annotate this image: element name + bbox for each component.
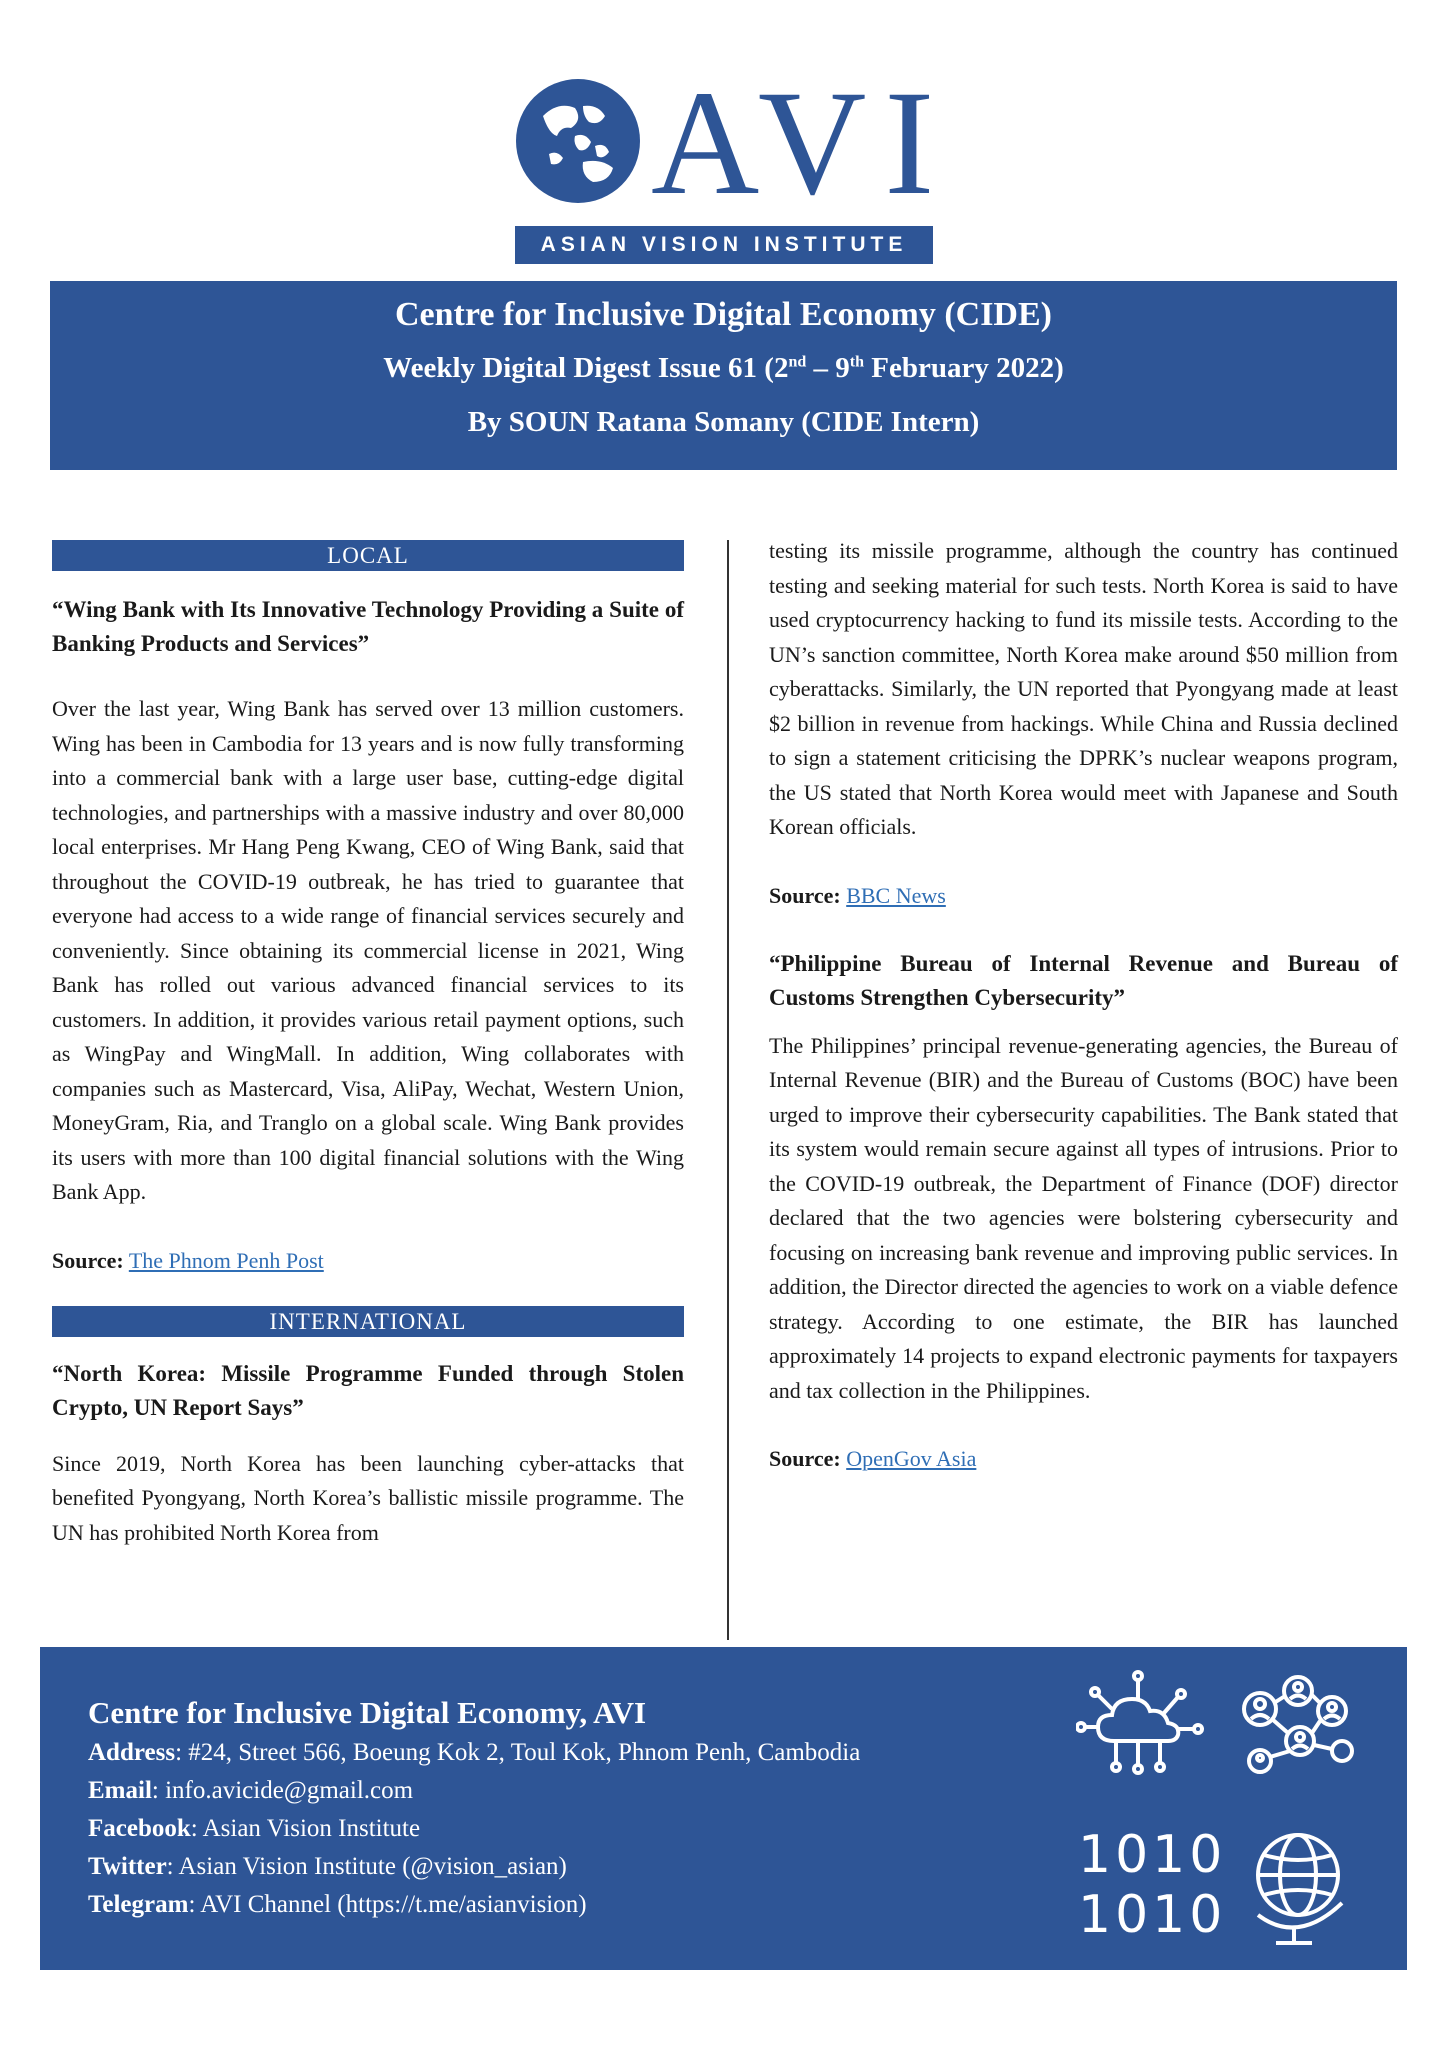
title-banner <box>50 281 1397 470</box>
footer-telegram: Telegram: AVI Channel (https://t.me/asianvision) <box>88 1891 587 1918</box>
section-local: LOCAL <box>52 540 684 571</box>
local-source: Source: The Phnom Penh Post <box>52 1247 324 1273</box>
philippines-headline: “Philippine Bureau of Internal Revenue and Bureau of Customs Strengthen Cybersecurity” <box>769 950 1398 1010</box>
right-column <box>769 540 1398 1476</box>
local-headline: “Wing Bank with Its Innovative Technology Providing a Suite of Banking Products and Services” <box>52 597 684 656</box>
footer-title: Centre for Inclusive Digital Economy, AVI <box>88 1695 647 1730</box>
footer-facebook: Facebook: Asian Vision Institute <box>88 1815 421 1842</box>
avi-logo <box>513 60 953 266</box>
footer <box>40 1647 1407 1970</box>
section-international: INTERNATIONAL <box>52 1306 684 1337</box>
footer-address: Address: #24, Street 566, Boeung Kok 2, Toul Kok, Phnom Penh, Cambodia <box>88 1739 861 1766</box>
people-network-icon <box>1230 1669 1360 1779</box>
globe-stand-icon <box>1232 1815 1362 1955</box>
logo-subtitle: ASIAN VISION INSTITUTE <box>515 226 933 264</box>
international-body-left: Since 2019, North Korea has been launching cyber-attacks that benefited Pyongyang, North Korea’s ballistic missile programme. The UN has prohibited North Korea from <box>52 1450 684 1545</box>
local-source-link[interactable]: The Phnom Penh Post <box>128 1247 324 1273</box>
local-body: Over the last year, Wing Bank has served over 13 million customers. Wing has been in Cambodia for 13 years and is now fully transforming into a commercial bank with a large user base, cutting-edge digital technologies, and partnerships with a massive industry and over 80,000 local enterprises. Mr Hang Peng Kwang, CEO of Wing Bank, said that throughout the COVID-19 outbreak, he has tried to guarantee that everyone had access to a wide range of financial services securely and conveniently. Since obtaining its commercial license in 2021, Wing Bank has rolled out various advanced financial services to its customers. In addition, it provides various retail payment options, such as WingPay and WingMall. In addition, Wing collaborates with companies such as Mastercard, Visa, AliPay, Wechat, Western Union, MoneyGram, Ria, and Tranglo on a global scale. Wing Bank provides its users with more than 100 digital financial solutions with the Wing Bank App. <box>52 696 684 1204</box>
philippines-body: The Philippines’ principal revenue-generating agencies, the Bureau of Internal Revenue (BIR) and the Bureau of Customs (BOC) have been urged to improve their cybersecurity capabilities. The Bank stated that its system would remain secure against all types of intrusions. Prior to the COVID-19 outbreak, the Department of Finance (DOF) director declared that the two agencies were bolstering cybersecurity and focusing on increasing bank revenue and improving public services. In addition, the Director directed the agencies to work on a viable defence strategy. According to one estimate, the BIR has launched approximately 14 projects to expand electronic payments for taxpayers and tax collection in the Philippines. <box>769 1032 1398 1403</box>
logo-text: AVI <box>651 60 953 226</box>
left-column <box>52 540 684 1550</box>
globe-logo-icon <box>513 76 643 206</box>
banner-title: Centre for Inclusive Digital Economy (CIDE) <box>395 296 1052 333</box>
banner-issue: Weekly Digital Digest Issue 61 (2nd – 9th February 2022) <box>383 352 1064 384</box>
philippines-source-link[interactable]: OpenGov Asia <box>846 1446 977 1471</box>
footer-email: Email: info.avicide@gmail.com <box>88 1777 414 1804</box>
banner-author: By SOUN Ratana Somany (CIDE Intern) <box>467 406 980 438</box>
cloud-network-icon <box>1076 1669 1206 1779</box>
philippines-source: Source: OpenGov Asia <box>769 1446 977 1471</box>
international-body-right: testing its missile programme, although the country has continued testing and seeking material for such tests. North Korea is said to have used cryptocurrency hacking to fund its missile tests. According to the UN’s sanction committee, North Korea make around $50 million from cyberattacks. Similarly, the UN reported that Pyongyang made at least $2 billion in revenue from hackings. While China and Russia declined to sign a statement criticising the DPRK’s nuclear weapons program, the US stated that North Korea would meet with Japanese and South Korean officials. <box>769 538 1398 839</box>
international-headline: “North Korea: Missile Programme Funded through Stolen Crypto, UN Report Says” <box>52 1360 684 1420</box>
column-divider <box>727 540 729 1640</box>
international-source: Source: BBC News <box>769 882 946 908</box>
international-source-link[interactable]: BBC News <box>846 882 946 908</box>
binary-icon: 1010 1010 <box>1078 1825 1227 1945</box>
footer-twitter: Twitter: Asian Vision Institute (@vision_asian) <box>88 1853 567 1880</box>
